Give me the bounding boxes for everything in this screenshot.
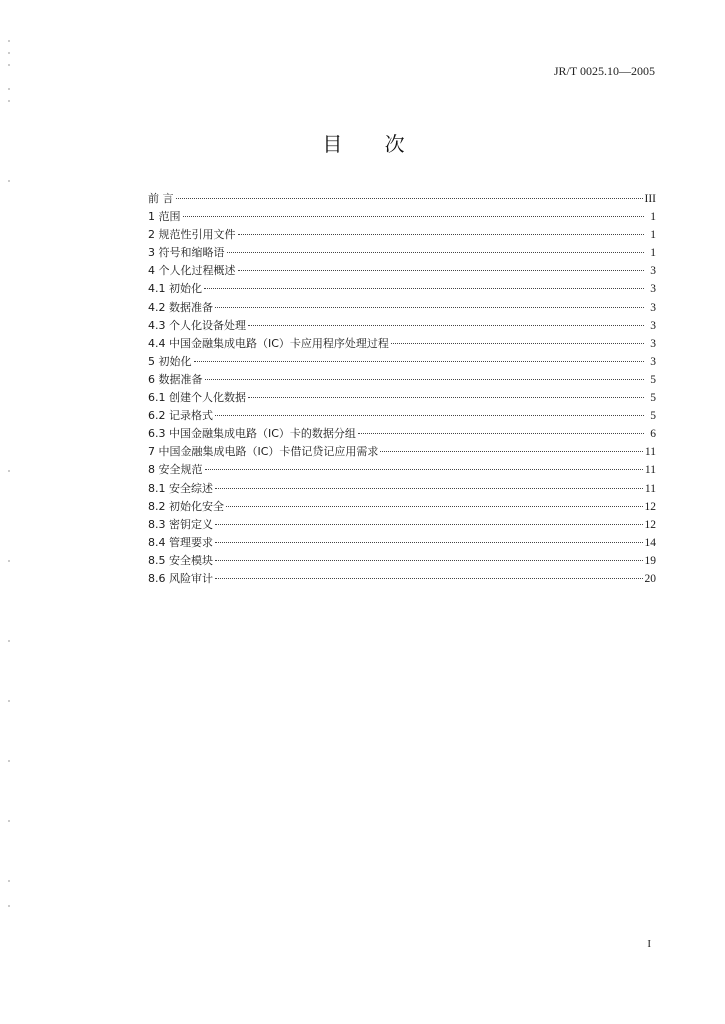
toc-leader-dots (183, 216, 645, 217)
toc-entry-label: 8.3 密钥定义 (148, 517, 213, 531)
toc-leader-dots (227, 252, 645, 253)
toc-entry[interactable] (148, 425, 656, 443)
toc-entry-label: 8.5 安全模块 (148, 553, 213, 567)
toc-entry-page: 11 (644, 482, 656, 495)
toc-leader-dots (215, 524, 643, 525)
toc-leader-dots (215, 578, 643, 579)
toc-leader-dots (391, 343, 644, 344)
toc-entry-page: 5 (650, 373, 656, 386)
toc-leader-dots (238, 234, 645, 235)
toc-entry-label: 7 中国金融集成电路（IC）卡借记贷记应用需求 (148, 445, 379, 459)
toc-entry-page: 1 (650, 229, 656, 242)
toc-leader-dots (215, 415, 644, 416)
toc-entry-page: 3 (650, 301, 656, 314)
toc-entry[interactable] (148, 443, 656, 461)
toc-leader-dots (194, 361, 645, 362)
toc-entry-label: 4.3 个人化设备处理 (148, 318, 246, 332)
toc-entry[interactable] (148, 516, 656, 534)
toc-entry-label: 8.6 风险审计 (148, 571, 213, 585)
standard-number: JR/T 0025.10—2005 (553, 64, 655, 78)
toc-entry[interactable] (148, 208, 656, 226)
toc-entry[interactable] (148, 335, 656, 353)
toc-entry-page: 3 (650, 337, 656, 350)
toc-entry-page: 5 (650, 410, 656, 423)
page-title: 目 次 (322, 132, 423, 156)
toc-entry[interactable] (148, 353, 656, 371)
toc-entry-page: 6 (650, 428, 656, 441)
toc-entry[interactable] (148, 371, 656, 389)
toc-entry-label: 4.4 中国金融集成电路（IC）卡应用程序处理过程 (148, 336, 389, 350)
toc-entry-label: 5 初始化 (148, 354, 192, 368)
toc-entry[interactable] (148, 244, 656, 262)
toc-entry-page: III (644, 193, 656, 205)
toc-entry-page: 19 (644, 554, 656, 567)
toc-leader-dots (358, 433, 644, 434)
toc-leader-dots (215, 560, 643, 561)
toc-entry[interactable] (148, 407, 656, 425)
toc-leader-dots (248, 397, 644, 398)
toc-entry[interactable] (148, 280, 656, 298)
toc-entry[interactable] (148, 299, 656, 317)
toc-entry-label: 2 规范性引用文件 (148, 228, 236, 242)
toc-entry-label: 前 言 (148, 192, 174, 205)
toc-entry-page: 3 (650, 283, 656, 296)
toc-entry-label: 3 符号和缩略语 (148, 246, 225, 260)
toc-leader-dots (205, 469, 643, 470)
toc-entry-label: 6.2 记录格式 (148, 409, 213, 423)
toc-leader-dots (215, 488, 643, 489)
toc-entry-label: 4.2 数据准备 (148, 300, 213, 314)
toc-entry-label: 4.1 初始化 (148, 282, 202, 296)
toc-entry-page: 5 (650, 392, 656, 405)
toc-leader-dots (380, 451, 643, 452)
toc-entry-label: 8.4 管理要求 (148, 535, 213, 549)
toc-entry-label: 8.2 初始化安全 (148, 499, 224, 513)
toc-leader-dots (215, 307, 644, 308)
toc-entry-page: 11 (644, 464, 656, 477)
toc-entry-page: 20 (644, 572, 656, 585)
toc-leader-dots (238, 270, 645, 271)
toc-entry[interactable] (148, 317, 656, 335)
toc-entry[interactable] (148, 480, 656, 498)
toc-entry[interactable] (148, 262, 656, 280)
toc-entry-label: 6.3 中国金融集成电路（IC）卡的数据分组 (148, 427, 356, 441)
toc-entry-page: 3 (650, 265, 656, 278)
table-of-contents (148, 190, 656, 588)
toc-entry[interactable] (148, 570, 656, 588)
toc-entry[interactable] (148, 534, 656, 552)
toc-entry-page: 12 (644, 500, 656, 513)
toc-entry-page: 12 (644, 518, 656, 531)
toc-entry-label: 6 数据准备 (148, 372, 203, 386)
toc-entry-page: 1 (650, 247, 656, 260)
toc-leader-dots (205, 379, 645, 380)
toc-entry-page: 14 (644, 536, 656, 549)
toc-entry[interactable] (148, 226, 656, 244)
toc-entry-label: 8.1 安全综述 (148, 481, 213, 495)
toc-entry-label: 6.1 创建个人化数据 (148, 391, 246, 405)
toc-entry-label: 8 安全规范 (148, 463, 203, 477)
toc-entry[interactable] (148, 552, 656, 570)
toc-entry-label: 4 个人化过程概述 (148, 264, 236, 278)
toc-entry-page: 11 (644, 446, 656, 459)
toc-entry[interactable] (148, 461, 656, 479)
toc-entry[interactable] (148, 190, 656, 208)
toc-entry-page: 3 (650, 355, 656, 368)
toc-entry[interactable] (148, 389, 656, 407)
toc-entry[interactable] (148, 498, 656, 516)
toc-leader-dots (176, 198, 643, 199)
toc-entry-page: 3 (650, 319, 656, 332)
toc-entry-label: 1 范围 (148, 210, 181, 224)
page-number: I (647, 938, 651, 950)
toc-leader-dots (215, 542, 643, 543)
toc-leader-dots (204, 288, 644, 289)
toc-entry-page: 1 (650, 211, 656, 224)
toc-leader-dots (248, 325, 644, 326)
toc-leader-dots (226, 506, 643, 507)
